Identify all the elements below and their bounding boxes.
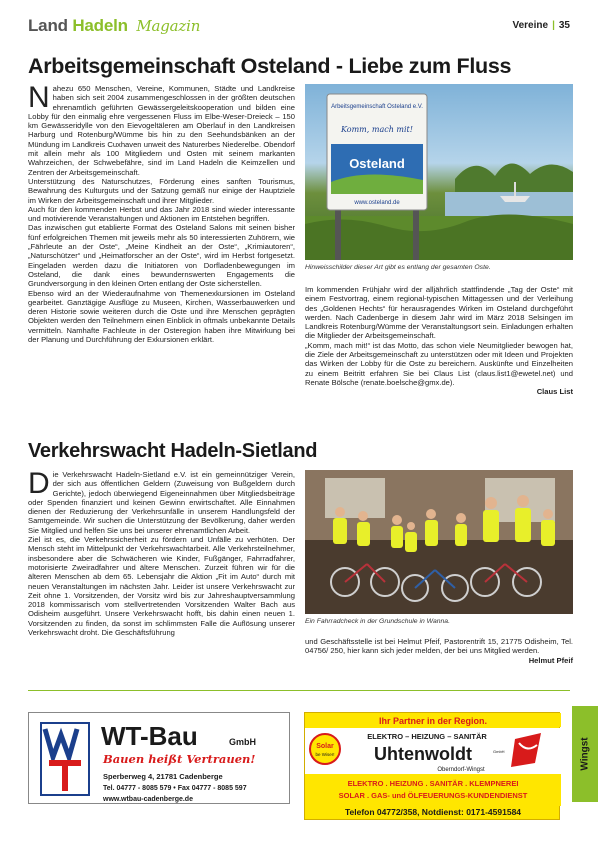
section-side-tab [572, 706, 598, 802]
wtbau-ad-graphic [29, 713, 291, 805]
wtbau-phone: Tel. 04777 - 8085 579 • Fax 04777 - 8085 597 [103, 785, 247, 792]
sign-photo-illustration [305, 84, 573, 260]
article1-paragraph: ahezu 650 Menschen, Vereine, Kommunen, Städte und Landkreise haben sich seit 2004 zusammengeschlossen in der größten deutschen ehrenamtlich geführten Gewässergeleitskooperation und bilden eine Lobby für den einmalig ehre vergessenen Fluss im Elbe-Weser-Dreieck – 150 km Gewässeridylle von den Eievogeltäleren am Oberlauf in den Landkreisen Harburg und Rotenburg/Wümme bis hin zu den Seehundsbänken an der Mündung im Landkreis Cuxhaven unweit des Naturerbes Niederelbe. Obendorf mit allein mehr als 100 Mitgliedern und Osten mit seinem markanten Wahrzeichen, der Schwebefähre, sind im Land Hadeln die Keimzellen und Zentren der Arbeitsgemeinschaft. [28, 84, 295, 177]
page-number: 35 [558, 20, 570, 31]
brand-land: Land [28, 16, 68, 35]
article2-dropcap: D [28, 467, 50, 500]
page-header [28, 16, 570, 40]
article2-title: Verkehrswacht Hadeln-Sietland [28, 440, 318, 462]
sign-logo: Osteland [349, 156, 405, 171]
sign-top-text: Arbeitsgemeinschaft Osteland e.V. [331, 104, 423, 110]
article1-paragraph: Auch für den kommenden Herbst und das Jahr 2018 sind wieder interessante und motivierende Veranstaltungen und Aktionen im Entstehen begriffen. [28, 204, 295, 224]
uhtenwoldt-phone: Telefon 04772/358, Notdienst: 0171-4591584 [344, 807, 522, 817]
article1-left-column [28, 81, 295, 414]
separator: | [552, 20, 555, 31]
article1-title: Arbeitsgemeinschaft Osteland - Liebe zum Fluss [28, 54, 512, 78]
article1-dropcap: N [28, 81, 50, 114]
article2-left-column [28, 467, 295, 678]
side-tab-label: Wingst [579, 737, 591, 771]
article1-paragraph: Ebenso wird an der Wiederaufnahme von Themenexkursionen im Osteland gearbeitet. Ganztägige Ausflüge zu Museen, Kirchen, Wasserbauwerken und deren Historie sowie weiteren durch die Oste und ihre Menschen geprägten Objekten werden den Teilnehmern einen Einblick in oftmals unbekannte Details vermitteln. Namhafte Fachleute in der Osteregion haben ihre Mitwirkung bei der Planung und Durchführung der Exkursionen erklärt. [28, 288, 295, 345]
article1-author: Claus List [536, 387, 573, 397]
brand-magazin: Magazin [136, 17, 201, 35]
section-label: Vereine [512, 20, 549, 31]
article1-right-column [305, 285, 573, 425]
solar-badge-top: Solar [316, 743, 334, 750]
ad-divider [28, 690, 570, 691]
article1-paragraph: „Komm, mach mit!“ ist das Motto, das schon viele Neumitglieder bewogen hat, die Ziele der Arbeitsgemeinschaft zu unterstützen oder mit Ideen und Projekten das Wirken der Lobby für die Oste zu bereichern. Auskünfte und Einzelheiten zu einem Beitritt erfahren Sie bei Claus List (claus.list1@ewetel.net) und Renate Bölsche (renate.boelsche@gmx.de). [305, 340, 573, 387]
article2-author: Helmut Pfeif [528, 655, 573, 665]
magazine-brand [28, 16, 200, 36]
article2-paragraph: und Geschäftsstelle ist bei Helmut Pfeif, Pastorentrift 15, 21775 Odisheim, Tel. 04756/ 250, hier kann sich jeder melden, der bei uns Mitglied werden. [305, 637, 573, 656]
article1-paragraph: Das inzwischen gut etablierte Format des Osteland Salons mit seinen bisher fünf erfolgreichen Themen mit jeweils mehr als 50 interessierten Zuhörern, wie „Fährleute an der Oste“, „Meine Kindheit an der Oste“, „Krimiautoren“, „Naturschützer“ und „Heimatforscher an der Oste“, wird im Herbst fortgesetzt. Eingeladen werden dazu die Initiatoren von Dorfladenbewegungen im Osteland, die dank eines bewundernswerten Engagements die Grundversorgung in den kleinen Orten entlang der Oste sicherstellen. [28, 223, 295, 289]
article1-paragraph: Unterstützung des Naturschutzes, Förderung eines sanften Tourismus, Bewahrung des Kulturguts und der Satzung gemäß nur einige der Hauptziele im Wirken der Arbeitsgemeinschaft und ihrer Mitglieder. [28, 176, 295, 205]
article2-paragraph: ie Verkehrswacht Hadeln-Sietland e.V. ist ein gemeinnütziger Verein, der sich aus öffentlichen Geldern (Zuweisung von Bußgeldern durch Gerichte), jedoch überwiegend Eigeneinnahmen über Mitgliedsbeiträge oder Spenden finanziert und keinen Gewinn erwirtschaftet. Alle Einnahmen dienen der Reduzierung der Verkehrsunfälle in unserem Handlungsfeld der Samtgemeinde. Wir suchen die Unterstützung der Bevölkerung, daher werden Sie Mitglied und helfen Sie uns bei unserer ehrenamtlichen Arbeit. [28, 470, 295, 535]
uhtenwoldt-services-line1: ELEKTRO . HEIZUNG . SANITÄR . KLEMPNEREI [347, 779, 519, 788]
wtbau-slogan: Bauen heißt Vertrauen! [103, 752, 256, 766]
wtbau-website: www.wtbau-cadenberge.de [103, 796, 193, 803]
wtbau-address: Sperberweg 4, 21781 Cadenberge [103, 772, 223, 781]
uhtenwoldt-services-line2: SOLAR . GAS- und ÖLFEUERUNGS-KUNDENDIENST [338, 791, 528, 800]
group-photo-illustration [305, 470, 573, 614]
solar-badge-bottom: be Wiser! [315, 752, 335, 757]
uhtenwoldt-advertisement [304, 712, 560, 820]
wtbau-company: WT-Bau [101, 721, 198, 751]
uhtenwoldt-banner: Ihr Partner in der Region. [378, 716, 488, 726]
uhtenwoldt-location: Oberndorf-Wingst [437, 767, 485, 773]
article2-photo-caption: Ein Fahrradcheck in der Grundschule in Wanna. [305, 618, 450, 625]
article1-paragraph: Im kommenden Frühjahr wird der alljährlich stattfindende „Tag der Oste“ mit einem Festvortrag, einem regional-typischen Mittagessen und der Verleihung des „Goldenen Hechts“ für herausragendes Wirken im Osteland durchgeführt werden. Nach Cadenberge in diesem Jahr wird im März 2018 Selsingen im Landkreis Rotenburg/Wümme der Veranstaltungsort sein. Einladungen erhalten die Mitglieder der Arbeitsgemeinschaft. [305, 285, 573, 341]
article1-photo-caption: Hinweisschilder dieser Art gibt es entlang der gesamten Oste. [305, 264, 491, 271]
wtbau-suffix: GmbH [229, 737, 256, 747]
uhtenwoldt-suffix: GmbH [493, 749, 505, 754]
bicycle-check-photo [305, 470, 573, 614]
uhtenwoldt-services-top: ELEKTRO – HEIZUNG – SANITÄR [367, 732, 487, 741]
osteland-sign-photo [305, 84, 573, 260]
section-page-indicator [512, 20, 570, 31]
uhtenwoldt-ad-graphic [305, 713, 561, 821]
article2-right-column [305, 637, 573, 677]
article2-paragraph: Ziel ist es, die Verkehrssicherheit zu fördern und Unfälle zu verhüten. Der Mensch steht im Mittelpunkt der Verkehrswachtarbeit. Alle Verkehrsteilnehmer, insbesondere aber die Schwächeren wie Kinder, Fußgänger, Fahrradfahrer, motorisierte Zweiradfahrer und ältere Menschen. Zurzeit führen wir für die älteren Menschen ab dem 65. Lebensjahr die Aktion „Fit im Auto“ durch mit neuen Veranstaltungen im nächsten Jahr. Leider ist unsere Verkehrswacht zur Zeit ohne 1. Vorsitzenden, der Vorsitz wird bis zur Jahreshauptversammlung 2018 kommissarisch vom stellvertretenden Vorsitzenden Walter Bach aus Odisheim ausgeführt. Unsere Verkehrswacht hofft, bis dahin einen neuen 1. Vorsitzenden zu finden, da sonst im schlimmsten Falle die Auflösung unserer Verkehrswacht droht. Die Geschäftsführung [28, 535, 295, 638]
sign-slogan: Komm, mach mit! [341, 125, 413, 134]
wtbau-logo-letters [65, 802, 66, 803]
sign-url: www.osteland.de [354, 200, 400, 206]
brand-hadeln: Hadeln [72, 16, 128, 35]
uhtenwoldt-company: Uhtenwoldt [374, 744, 472, 764]
wtbau-advertisement [28, 712, 290, 804]
